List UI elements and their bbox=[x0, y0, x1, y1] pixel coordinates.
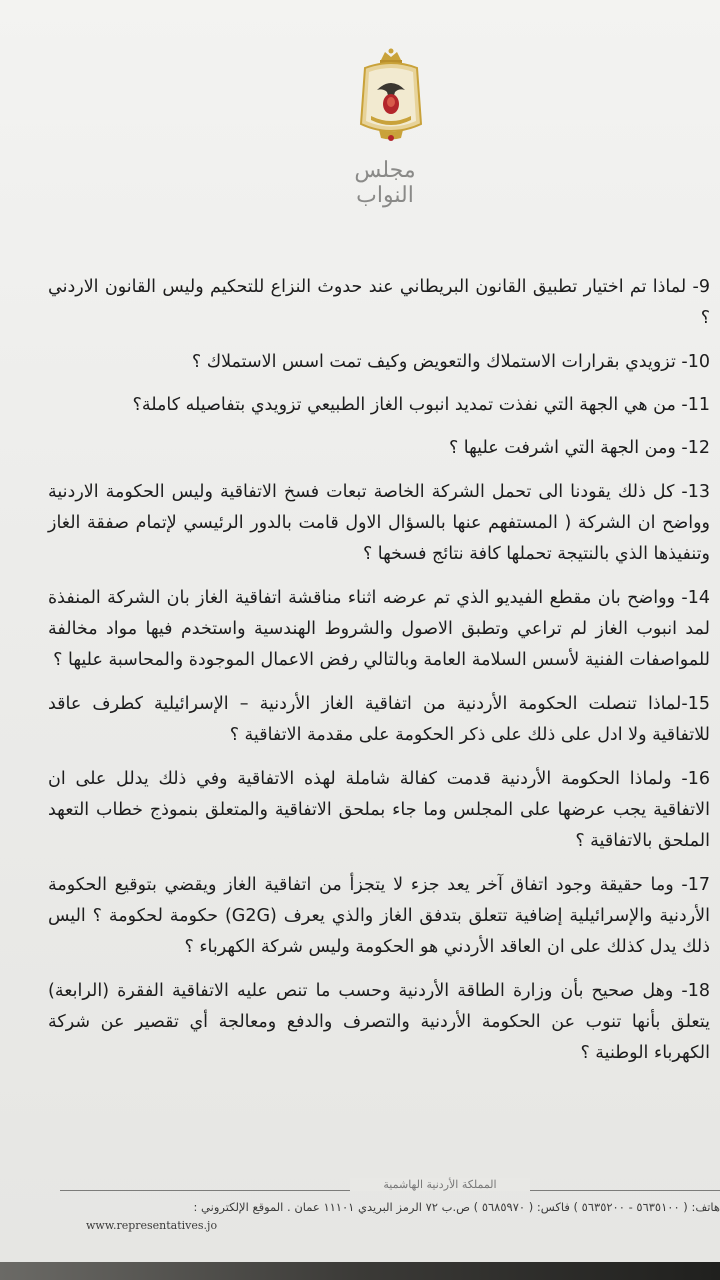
table-surface bbox=[0, 1262, 720, 1280]
question-18: 18- وهل صحيح بأن وزارة الطاقة الأردنية وحسب ما تنص عليه الاتفاقية الفقرة (الرابعة) يتعلق بأنها تنوب عن الحكومة الأردنية والتصرف والدفع ومعالجة أي تقصير عن شركة الكهرباء الوطنية ؟ bbox=[48, 981, 710, 1063]
question-14: 14- وواضح بان مقطع الفيديو الذي تم عرضه اثناء مناقشة اتفاقية الغاز بان الشركة المنفذة لمد انبوب الغاز لم تراعي وتطبق الاصول والشروط الهندسية واستخدم فيها مواد مخالفة للمواصفات الفنية لأسس السلامة العامة وبالتالي رفض الاعمال الموجودة والمحاسبة عليها ؟ bbox=[48, 588, 710, 670]
parliament-name: مجلس النواب bbox=[354, 158, 416, 208]
question-9: 9- لماذا تم اختيار تطبيق القانون البريطاني عند حدوث النزاع للتحكيم وليس القانون الاردني ؟ bbox=[48, 277, 710, 328]
footer-website: www.representatives.jo bbox=[86, 1219, 218, 1232]
footer-logo-text: المملكة الأردنية الهاشمية bbox=[350, 1178, 530, 1191]
question-10: 10- تزويدي بقرارات الاستملاك والتعويض وكيف تمت اسس الاستملاك ؟ bbox=[191, 352, 710, 372]
question-15: 15-لماذا تنصلت الحكومة الأردنية من اتفاقية الغاز الأردنية – الإسرائيلية كطرف عاقد للاتفاقية ولا ادل على ذلك على ذكر الحكومة على مقدمة الاتفاقية ؟ bbox=[48, 694, 710, 745]
jordan-emblem-icon bbox=[355, 46, 427, 146]
question-11: 11- من هي الجهة التي نفذت تمديد انبوب الغاز الطبيعي تزويدي بتفاصيله كاملة؟ bbox=[132, 395, 710, 415]
question-13: 13- كل ذلك يقودنا الى تحمل الشركة الخاصة تبعات فسخ الاتفاقية وليس الحكومة الاردنية وواضح ان الشركة ( المستفهم عنها بالسؤال الاول قامت بالدور الرئيسي لإتمام صفقة الغاز وتنفيذها الذي بالنتيجة تحملها كافة نتائج فسخها ؟ bbox=[48, 482, 710, 564]
questions-list bbox=[48, 272, 710, 1082]
question-16: 16- ولماذا الحكومة الأردنية قدمت كفالة شاملة لهذه الاتفاقية وفي ذلك يدلل على ان الاتفاقية يجب عرضها على المجلس وما جاء بملحق الاتفاقية والمتعلق بنموذج خطاب التعهد الملحق بالاتفاقية ؟ bbox=[48, 769, 710, 851]
question-12: 12- ومن الجهة التي اشرفت عليها ؟ bbox=[448, 438, 710, 458]
question-17: 17- وما حقيقة وجود اتفاق آخر يعد جزء لا يتجزأ من اتفاقية الغاز ويقضي بتوقيع الحكومة الأردنية والإسرائيلية إضافية تتعلق بتدفق الغاز والذي يعرف (G2G) حكومة لحكومة ؟ اليس ذلك يدل كذلك على ان العاقد الأردني هو الحكومة وليس شركة الكهرباء ؟ bbox=[48, 875, 710, 957]
footer-contact-info: هاتف: ( ٥٦٣٥١٠٠ - ٥٦٣٥٢٠٠ ) فاكس: ( ٥٦٨٥٩٧٠ ) ص.ب ٧٢ الرمز البريدي ١١١٠١ عمان . الموقع الإلكتروني : bbox=[193, 1200, 720, 1214]
